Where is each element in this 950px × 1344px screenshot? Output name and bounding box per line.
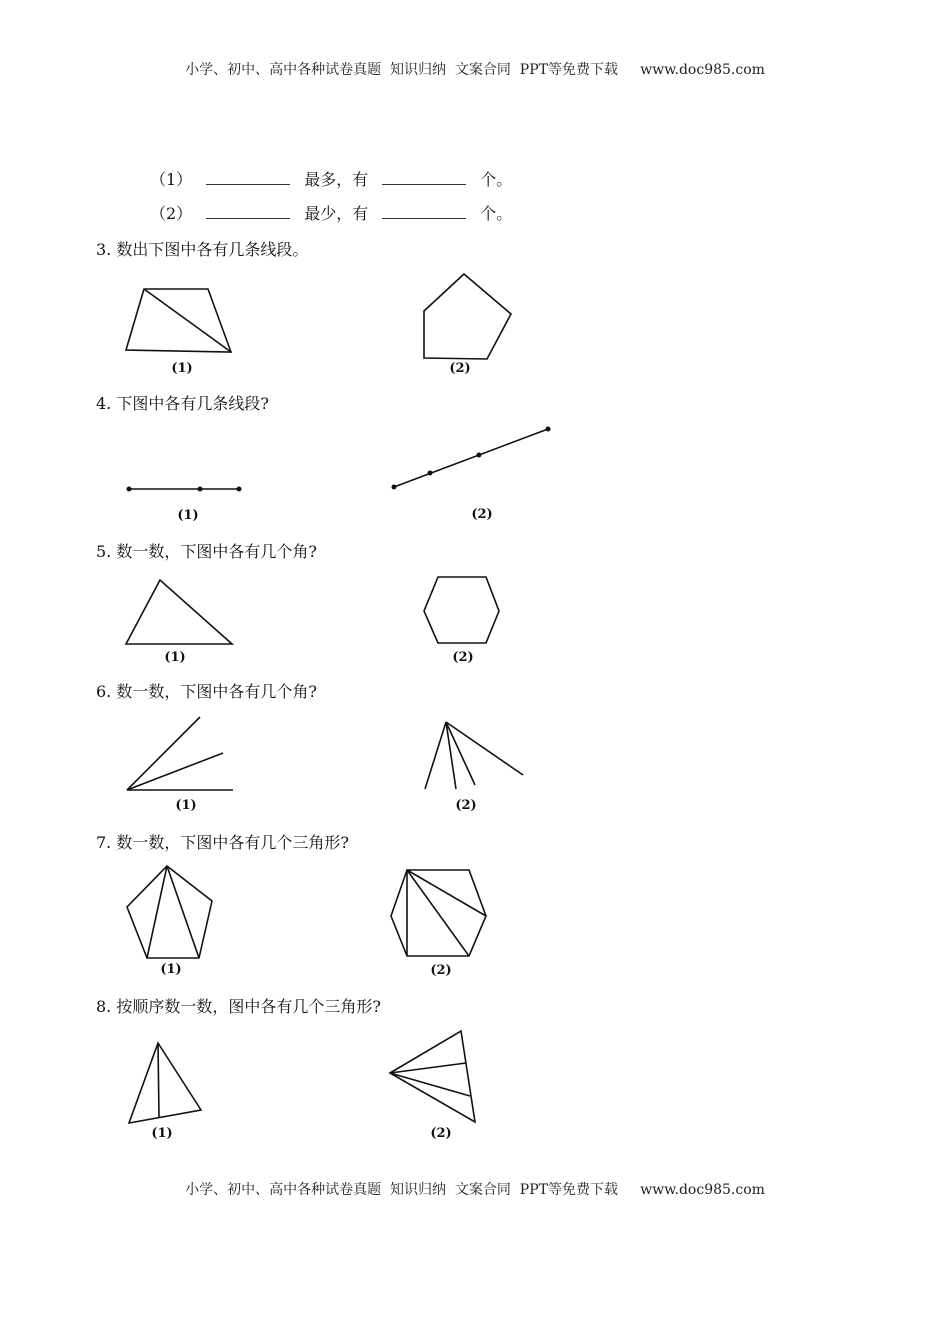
- q7-label-2: (2): [430, 963, 452, 978]
- q8-figure-2-triangle: [390, 1031, 475, 1122]
- q2-line1-end: 个。: [480, 170, 513, 189]
- question-4-title: 4. 下图中各有几条线段?: [96, 394, 269, 413]
- q2-line2-text: 最少，有: [304, 204, 369, 223]
- q4-figure-2-segment: [392, 427, 551, 490]
- q2-line2-end: 个。: [480, 204, 513, 223]
- header-text: 小学、初中、高中各种试卷真题 知识归纳 文案合同 PPT等免费下载: [185, 62, 618, 78]
- question-7-title: 7. 数一数，下图中各有几个三角形?: [96, 833, 349, 852]
- q7-figure-2-hexagon: [391, 870, 486, 956]
- q2-line2-num: （2）: [150, 204, 193, 223]
- q5-figure-1-triangle: [126, 580, 232, 644]
- q3-figure-1-trapezoid: [126, 289, 231, 352]
- q3-label-1: (1): [171, 361, 193, 376]
- q8-label-2: (2): [430, 1126, 452, 1141]
- q5-figure-2-hexagon: [424, 577, 499, 643]
- q4-figure-1-segment: [127, 487, 242, 492]
- footer-site: www.doc985.com: [640, 1182, 765, 1198]
- q6-figure-1-angles: [127, 717, 233, 790]
- footer-text: 小学、初中、高中各种试卷真题 知识归纳 文案合同 PPT等免费下载: [185, 1182, 618, 1198]
- page-footer: [0, 1179, 950, 1199]
- q6-label-2: (2): [455, 798, 477, 813]
- q8-figure-1-triangle: [129, 1043, 201, 1123]
- q4-label-1: (1): [177, 508, 199, 523]
- q7-label-1: (1): [160, 962, 182, 977]
- q5-label-2: (2): [452, 650, 474, 665]
- question-3-title: 3. 数出下图中各有几条线段。: [96, 240, 309, 259]
- q6-figure-2-angles: [425, 722, 523, 789]
- q7-figure-1-pentagon: [127, 866, 212, 958]
- question-6-title: 6. 数一数，下图中各有几个角?: [96, 682, 317, 701]
- q2-line1-num: （1）: [150, 170, 193, 189]
- q8-label-1: (1): [151, 1126, 173, 1141]
- q5-label-1: (1): [164, 650, 186, 665]
- q6-label-1: (1): [175, 798, 197, 813]
- header-site: www.doc985.com: [640, 62, 765, 78]
- q3-figure-2-pentagon: [424, 274, 511, 359]
- q2-line1-text: 最多，有: [304, 170, 369, 189]
- question-5-title: 5. 数一数，下图中各有几个角?: [96, 542, 317, 561]
- q3-label-2: (2): [449, 361, 471, 376]
- question-8-title: 8. 按顺序数一数，图中各有几个三角形?: [96, 997, 381, 1016]
- q4-label-2: (2): [471, 507, 493, 522]
